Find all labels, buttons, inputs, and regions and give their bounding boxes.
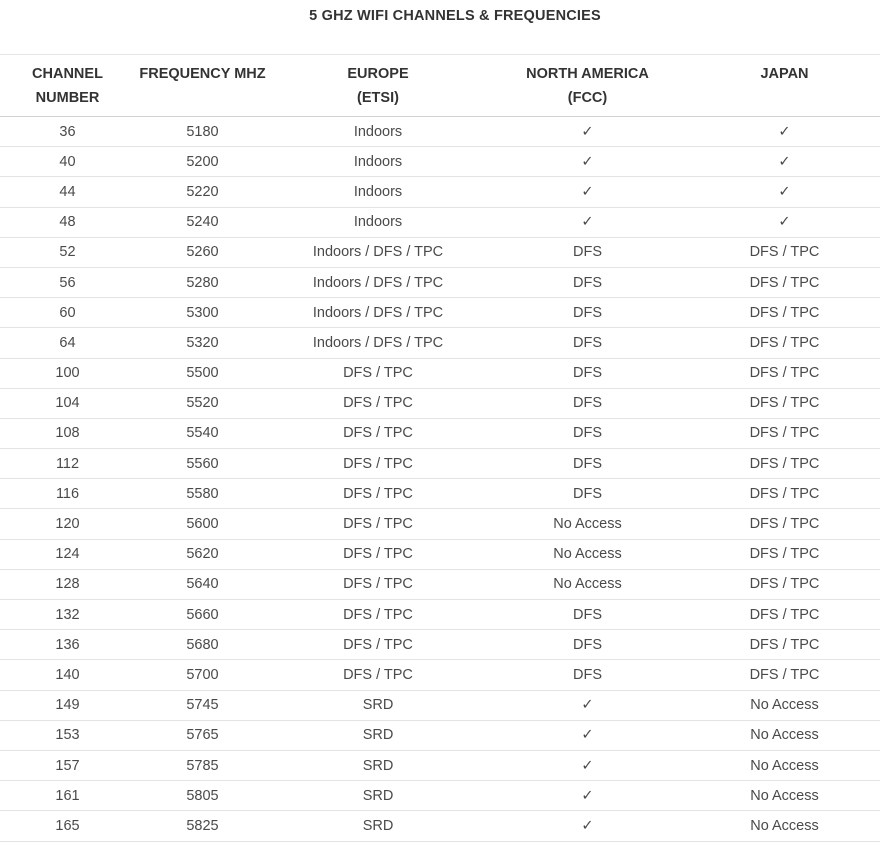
channel-cell: 64 [0, 328, 135, 358]
table-row [0, 147, 880, 177]
table-row [0, 388, 880, 418]
channel-cell: 44 [0, 177, 135, 207]
north-america-cell: ✓ [486, 750, 689, 780]
north-america-cell: ✓ [486, 207, 689, 237]
table-row [0, 811, 880, 841]
table-row [0, 600, 880, 630]
channel-cell: 52 [0, 237, 135, 267]
europe-cell: SRD [270, 750, 486, 780]
north-america-cell: ✓ [486, 147, 689, 177]
channel-cell: 60 [0, 298, 135, 328]
header-row [0, 55, 880, 117]
channel-cell: 40 [0, 147, 135, 177]
europe-cell: DFS / TPC [270, 569, 486, 599]
japan-cell: No Access [689, 781, 880, 811]
channel-cell: 132 [0, 600, 135, 630]
table-row [0, 298, 880, 328]
channel-cell: 136 [0, 630, 135, 660]
frequency-cell: 5580 [135, 479, 270, 509]
north-america-cell: ✓ [486, 117, 689, 147]
japan-cell: No Access [689, 720, 880, 750]
channel-cell: 48 [0, 207, 135, 237]
header-line: JAPAN [760, 66, 809, 82]
north-america-cell: DFS [486, 358, 689, 388]
header-line: (FCC) [567, 90, 608, 106]
table-row [0, 449, 880, 479]
frequency-cell: 5805 [135, 781, 270, 811]
europe-cell: DFS / TPC [270, 479, 486, 509]
frequency-cell: 5520 [135, 388, 270, 418]
north-america-cell: DFS [486, 237, 689, 267]
table-row [0, 660, 880, 690]
channel-cell: 116 [0, 479, 135, 509]
japan-cell: DFS / TPC [689, 267, 880, 297]
north-america-cell: No Access [486, 539, 689, 569]
frequency-cell: 5745 [135, 690, 270, 720]
japan-cell: DFS / TPC [689, 237, 880, 267]
north-america-cell: DFS [486, 600, 689, 630]
table-row [0, 479, 880, 509]
north-america-cell: DFS [486, 267, 689, 297]
channel-cell: 161 [0, 781, 135, 811]
frequency-cell: 5300 [135, 298, 270, 328]
japan-cell: ✓ [689, 147, 880, 177]
north-america-cell: DFS [486, 418, 689, 448]
frequency-cell: 5640 [135, 569, 270, 599]
europe-cell: Indoors [270, 177, 486, 207]
table-row [0, 177, 880, 207]
europe-cell: DFS / TPC [270, 449, 486, 479]
north-america-cell: DFS [486, 328, 689, 358]
frequency-cell: 5765 [135, 720, 270, 750]
europe-cell: Indoors / DFS / TPC [270, 328, 486, 358]
frequency-cell: 5700 [135, 660, 270, 690]
header-frequency [135, 55, 270, 117]
europe-cell: DFS / TPC [270, 539, 486, 569]
page-title: 5 GHZ WIFI CHANNELS & FREQUENCIES [309, 8, 601, 24]
europe-cell: DFS / TPC [270, 358, 486, 388]
japan-cell: ✓ [689, 117, 880, 147]
channel-cell: 153 [0, 720, 135, 750]
header-line: NUMBER [35, 90, 100, 106]
europe-cell: DFS / TPC [270, 600, 486, 630]
table-row [0, 720, 880, 750]
channel-cell: 108 [0, 418, 135, 448]
europe-cell: SRD [270, 720, 486, 750]
table-row [0, 207, 880, 237]
channel-cell: 56 [0, 267, 135, 297]
table-row [0, 539, 880, 569]
channel-cell: 112 [0, 449, 135, 479]
europe-cell: DFS / TPC [270, 660, 486, 690]
frequency-cell: 5500 [135, 358, 270, 388]
frequency-cell: 5560 [135, 449, 270, 479]
japan-cell: DFS / TPC [689, 479, 880, 509]
north-america-cell: DFS [486, 298, 689, 328]
table-row [0, 569, 880, 599]
europe-cell: DFS / TPC [270, 630, 486, 660]
header-line: EUROPE [347, 66, 409, 82]
japan-cell: DFS / TPC [689, 569, 880, 599]
channel-cell: 124 [0, 539, 135, 569]
frequency-cell: 5240 [135, 207, 270, 237]
north-america-cell: DFS [486, 660, 689, 690]
frequency-cell: 5220 [135, 177, 270, 207]
header-line: FREQUENCY MHZ [139, 66, 266, 82]
table-row [0, 781, 880, 811]
table-header [0, 55, 880, 117]
frequency-cell: 5825 [135, 811, 270, 841]
header-line: (ETSI) [357, 90, 399, 106]
north-america-cell: ✓ [486, 177, 689, 207]
channel-cell: 157 [0, 750, 135, 780]
north-america-cell: ✓ [486, 781, 689, 811]
europe-cell: Indoors [270, 117, 486, 147]
table-row [0, 418, 880, 448]
channel-cell: 120 [0, 509, 135, 539]
table-row [0, 630, 880, 660]
table-row [0, 509, 880, 539]
frequency-cell: 5320 [135, 328, 270, 358]
japan-cell: DFS / TPC [689, 418, 880, 448]
frequency-cell: 5540 [135, 418, 270, 448]
table-row [0, 750, 880, 780]
frequency-cell: 5260 [135, 237, 270, 267]
table-row [0, 117, 880, 147]
europe-cell: SRD [270, 781, 486, 811]
japan-cell: DFS / TPC [689, 509, 880, 539]
frequency-cell: 5180 [135, 117, 270, 147]
frequency-cell: 5680 [135, 630, 270, 660]
japan-cell: ✓ [689, 207, 880, 237]
japan-cell: DFS / TPC [689, 600, 880, 630]
channels-table [0, 54, 880, 842]
header-japan [689, 55, 880, 117]
europe-cell: Indoors / DFS / TPC [270, 298, 486, 328]
channel-cell: 149 [0, 690, 135, 720]
europe-cell: SRD [270, 811, 486, 841]
header-line: CHANNEL [32, 66, 103, 82]
north-america-cell: ✓ [486, 811, 689, 841]
japan-cell: No Access [689, 690, 880, 720]
table-row [0, 328, 880, 358]
frequency-cell: 5785 [135, 750, 270, 780]
header-line: NORTH AMERICA [526, 66, 649, 82]
header-europe [270, 55, 486, 117]
table-row [0, 237, 880, 267]
japan-cell: No Access [689, 750, 880, 780]
north-america-cell: ✓ [486, 690, 689, 720]
frequency-cell: 5660 [135, 600, 270, 630]
japan-cell: DFS / TPC [689, 328, 880, 358]
north-america-cell: DFS [486, 630, 689, 660]
table-row [0, 690, 880, 720]
japan-cell: DFS / TPC [689, 449, 880, 479]
europe-cell: DFS / TPC [270, 418, 486, 448]
europe-cell: Indoors / DFS / TPC [270, 237, 486, 267]
north-america-cell: No Access [486, 509, 689, 539]
frequency-cell: 5280 [135, 267, 270, 297]
europe-cell: SRD [270, 690, 486, 720]
japan-cell: DFS / TPC [689, 298, 880, 328]
channel-cell: 36 [0, 117, 135, 147]
frequency-cell: 5600 [135, 509, 270, 539]
japan-cell: No Access [689, 811, 880, 841]
japan-cell: DFS / TPC [689, 660, 880, 690]
europe-cell: DFS / TPC [270, 509, 486, 539]
channel-cell: 140 [0, 660, 135, 690]
table-row [0, 267, 880, 297]
north-america-cell: DFS [486, 479, 689, 509]
europe-cell: DFS / TPC [270, 388, 486, 418]
japan-cell: DFS / TPC [689, 358, 880, 388]
japan-cell: DFS / TPC [689, 539, 880, 569]
channel-cell: 128 [0, 569, 135, 599]
europe-cell: Indoors / DFS / TPC [270, 267, 486, 297]
japan-cell: DFS / TPC [689, 630, 880, 660]
north-america-cell: No Access [486, 569, 689, 599]
header-north-america [486, 55, 689, 117]
table-row [0, 358, 880, 388]
europe-cell: Indoors [270, 207, 486, 237]
europe-cell: Indoors [270, 147, 486, 177]
japan-cell: ✓ [689, 177, 880, 207]
japan-cell: DFS / TPC [689, 388, 880, 418]
channel-cell: 165 [0, 811, 135, 841]
header-channel-number [0, 55, 135, 117]
north-america-cell: ✓ [486, 720, 689, 750]
north-america-cell: DFS [486, 449, 689, 479]
channel-cell: 104 [0, 388, 135, 418]
frequency-cell: 5200 [135, 147, 270, 177]
table-body [0, 117, 880, 842]
channel-cell: 100 [0, 358, 135, 388]
north-america-cell: DFS [486, 388, 689, 418]
frequency-cell: 5620 [135, 539, 270, 569]
